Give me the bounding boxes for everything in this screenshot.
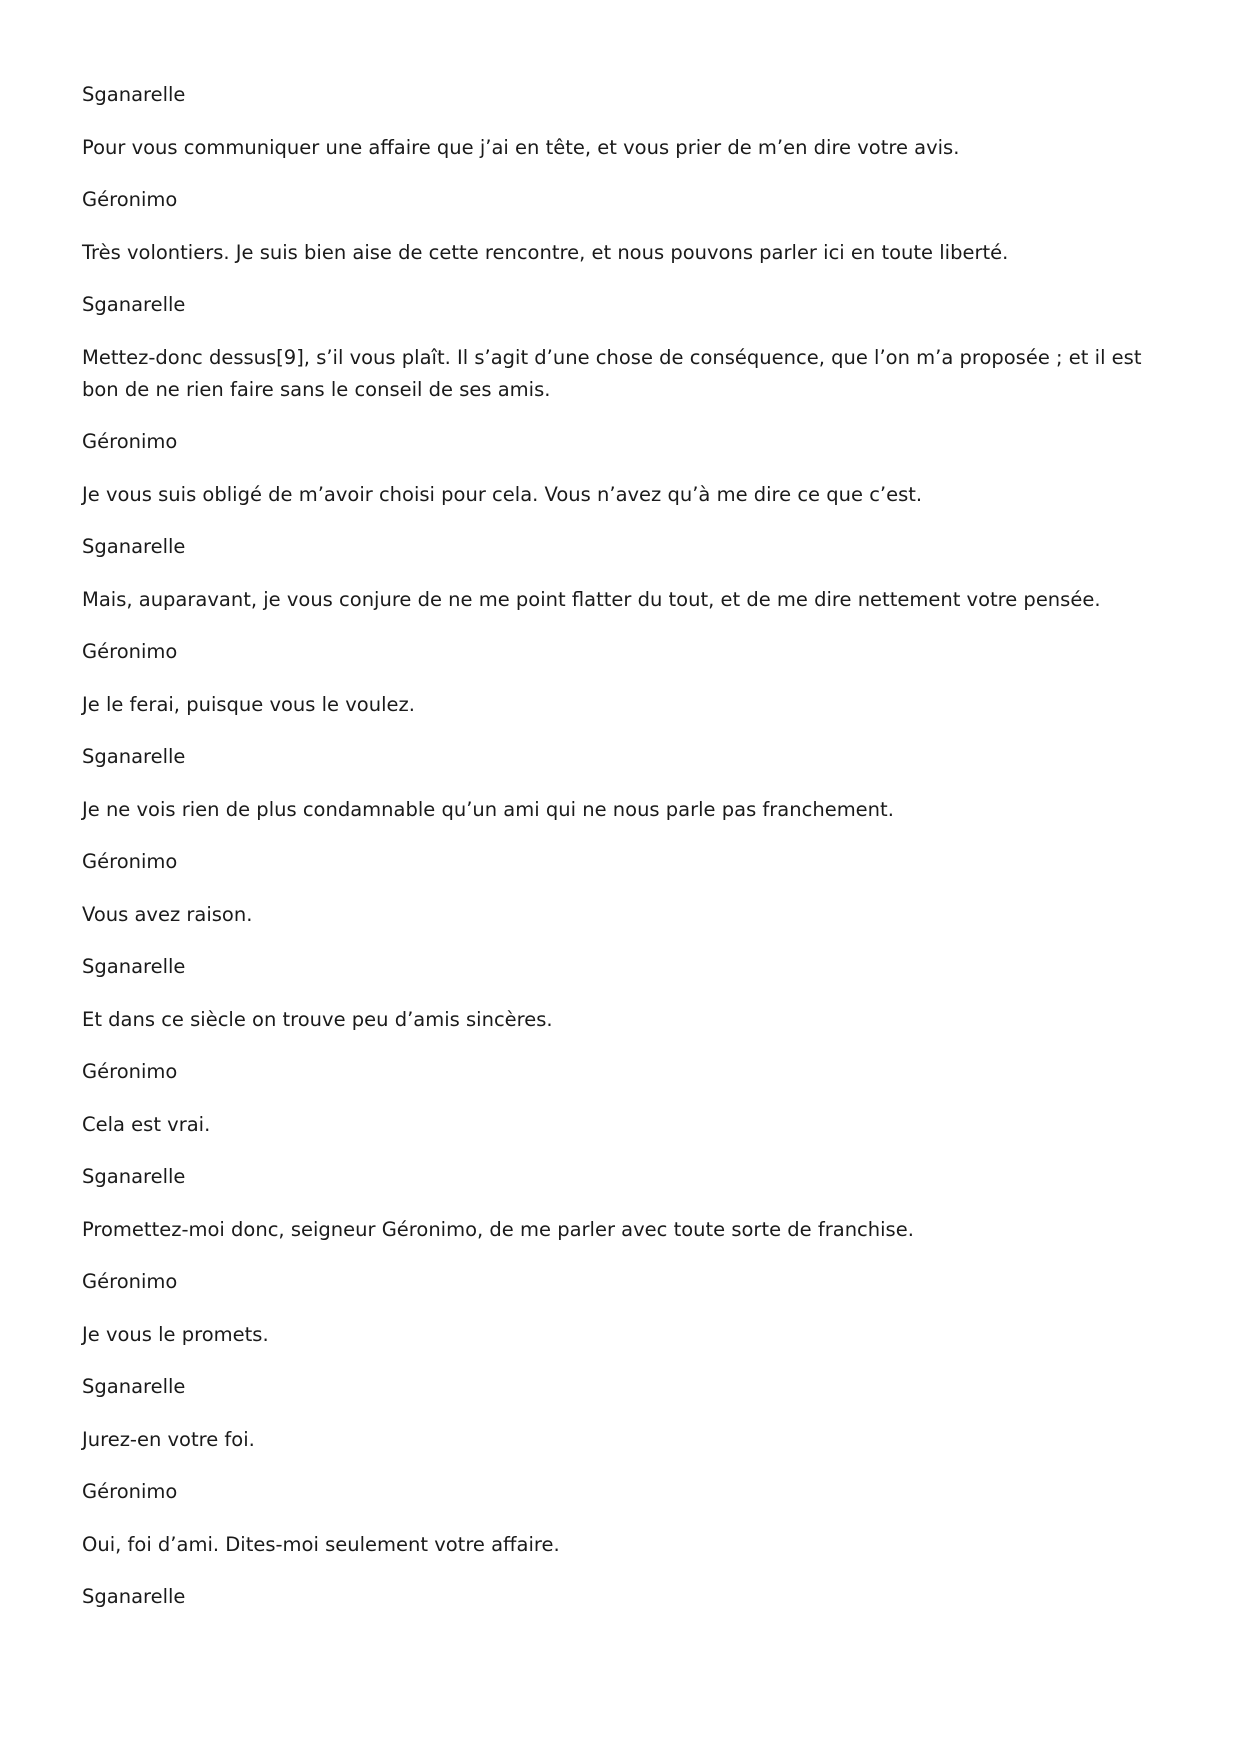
speaker-name: Géronimo [82,188,178,211]
speech-line: Pour vous communiquer une affaire que j’ai en tête, et vous prier de m’en dire votre avis. [82,135,960,159]
speech-line: Très volontiers. Je suis bien aise de cette rencontre, et nous pouvons parler ici en toute liberté. [82,240,1009,264]
speech-line: Promettez-moi donc, seigneur Géronimo, de me parler avec toute sorte de franchise. [82,1217,914,1241]
speaker-name: Géronimo [82,850,178,873]
speaker-name: Géronimo [82,640,178,663]
speaker-name: Sganarelle [82,1585,186,1608]
speaker-name: Géronimo [82,1060,178,1083]
speech-line: Et dans ce siècle on trouve peu d’amis sincères. [82,1007,553,1031]
speaker-name: Sganarelle [82,1375,186,1398]
speech-line: Mettez-donc dessus[9], s’il vous plaît. Il s’agit d’une chose de conséquence, que l’on m’a proposée ; et il est bon de ne rien faire sans le conseil de ses amis. [82,345,1142,401]
speech-line: Je vous le promets. [82,1322,269,1346]
speech-line: Oui, foi d’ami. Dites-moi seulement votre affaire. [82,1532,560,1556]
speech-line: Vous avez raison. [82,902,253,926]
speech-line: Je vous suis obligé de m’avoir choisi pour cela. Vous n’avez qu’à me dire ce que c’est. [82,482,923,506]
speaker-name: Géronimo [82,430,178,453]
speaker-name: Sganarelle [82,955,186,978]
speech-line: Je le ferai, puisque vous le voulez. [82,692,415,716]
speaker-name: Géronimo [82,1480,178,1503]
speech-line: Mais, auparavant, je vous conjure de ne me point flatter du tout, et de me dire nettement votre pensée. [82,587,1101,611]
speaker-name: Sganarelle [82,83,186,106]
speaker-name: Sganarelle [82,745,186,768]
speaker-name: Sganarelle [82,535,186,558]
speaker-name: Sganarelle [82,1165,186,1188]
speech-line: Je ne vois rien de plus condamnable qu’un ami qui ne nous parle pas franchement. [82,797,894,821]
speech-line: Jurez-en votre foi. [82,1427,255,1451]
dialogue-text [82,79,1160,1613]
speaker-name: Géronimo [82,1270,178,1293]
speech-line: Cela est vrai. [82,1112,211,1136]
speaker-name: Sganarelle [82,293,186,316]
